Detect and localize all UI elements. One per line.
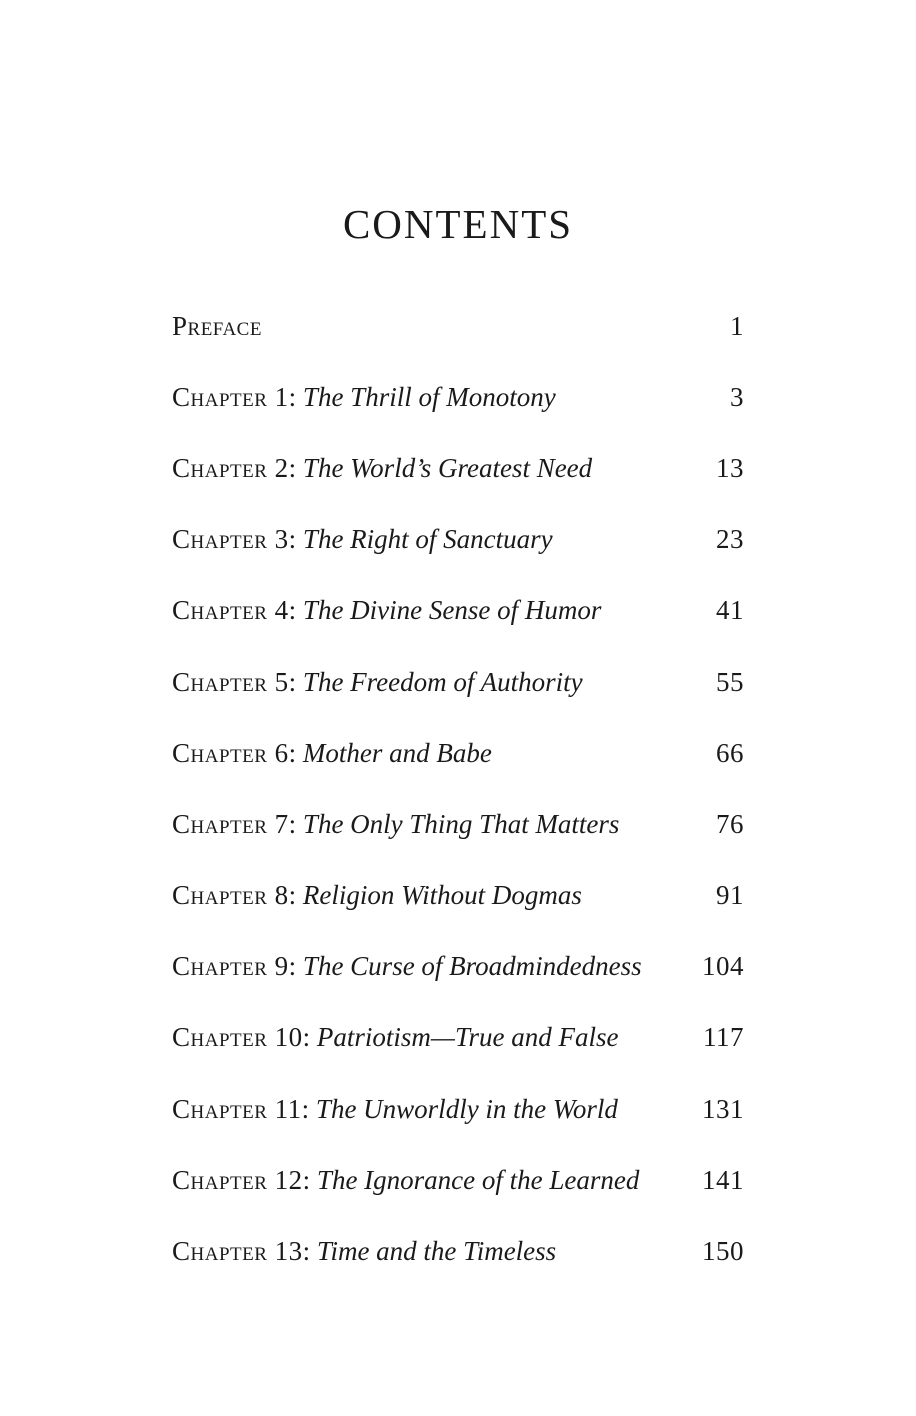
- entry-title: Time and the Timeless: [316, 1236, 557, 1267]
- entry-label: [172, 381, 556, 413]
- toc-entry-chapter-13[interactable]: [172, 1215, 744, 1286]
- entry-separator: :: [288, 808, 303, 839]
- toc-entry-chapter-8[interactable]: [172, 860, 744, 931]
- entry-label: [172, 666, 583, 698]
- entry-separator: :: [288, 595, 303, 626]
- entry-separator: :: [288, 666, 303, 697]
- toc-entry-chapter-9[interactable]: [172, 931, 744, 1002]
- toc-entry-chapter-11[interactable]: [172, 1073, 744, 1144]
- entry-title: Patriotism—True and False: [316, 1022, 619, 1053]
- toc-entry-chapter-7[interactable]: [172, 788, 744, 859]
- entry-separator: :: [288, 452, 303, 483]
- entry-label: [172, 594, 601, 626]
- toc-entry-chapter-4[interactable]: [172, 575, 744, 646]
- entry-title: The World’s Greatest Need: [302, 452, 593, 483]
- entry-label: [172, 1235, 556, 1267]
- entry-title: Religion Without Dogmas: [302, 880, 582, 911]
- entry-separator: :: [302, 1022, 317, 1053]
- entry-label: [172, 1093, 618, 1125]
- entry-page-number: 141: [702, 1164, 744, 1195]
- entry-label: [172, 879, 582, 911]
- entry-prefix: Chapter 6: [172, 737, 289, 768]
- entry-title: The Curse of Broadmindedness: [302, 951, 642, 982]
- entry-title: The Unworldly in the World: [315, 1093, 618, 1124]
- toc-entry-chapter-3[interactable]: [172, 504, 744, 575]
- entry-page-number: 131: [702, 1093, 744, 1124]
- entry-label: [172, 808, 619, 840]
- entry-prefix: Chapter 9: [172, 951, 289, 982]
- table-of-contents: [172, 290, 744, 1287]
- entry-page-number: 91: [716, 880, 744, 911]
- entry-page-number: 41: [716, 595, 744, 626]
- entry-page-number: 150: [702, 1236, 744, 1267]
- entry-prefix: Chapter 7: [172, 808, 289, 839]
- entry-label: [172, 737, 492, 769]
- entry-prefix: Chapter 8: [172, 880, 289, 911]
- entry-title: The Only Thing That Matters: [302, 808, 620, 839]
- entry-prefix: Preface: [172, 310, 262, 341]
- entry-label: [172, 452, 592, 484]
- entry-prefix: Chapter 4: [172, 595, 289, 626]
- entry-prefix: Chapter 11: [172, 1093, 302, 1124]
- entry-separator: :: [288, 880, 303, 911]
- entry-page-number: 76: [716, 808, 744, 839]
- entry-prefix: Chapter 2: [172, 452, 289, 483]
- entry-label: [172, 310, 262, 342]
- entry-label: [172, 1021, 618, 1053]
- entry-label: [172, 1164, 639, 1196]
- entry-title: The Right of Sanctuary: [302, 524, 553, 555]
- entry-page-number: 104: [702, 951, 744, 982]
- entry-separator: :: [301, 1093, 316, 1124]
- entry-prefix: Chapter 10: [172, 1022, 303, 1053]
- entry-prefix: Chapter 1: [172, 381, 289, 412]
- entry-page-number: 23: [716, 524, 744, 555]
- entry-prefix: Chapter 12: [172, 1164, 303, 1195]
- entry-page-number: 1: [730, 310, 744, 341]
- entry-label: [172, 523, 553, 555]
- entry-title: The Freedom of Authority: [302, 666, 583, 697]
- entry-page-number: 13: [716, 452, 744, 483]
- entry-separator: :: [302, 1236, 317, 1267]
- toc-entry-chapter-10[interactable]: [172, 1002, 744, 1073]
- entry-separator: :: [302, 1164, 317, 1195]
- toc-entry-chapter-6[interactable]: [172, 717, 744, 788]
- entry-title: The Ignorance of the Learned: [316, 1164, 640, 1195]
- page-title: CONTENTS: [342, 201, 574, 247]
- entry-title: The Divine Sense of Humor: [302, 595, 602, 626]
- entry-prefix: Chapter 3: [172, 524, 289, 555]
- entry-page-number: 117: [703, 1022, 744, 1053]
- entry-separator: :: [288, 524, 303, 555]
- entry-title: Mother and Babe: [302, 737, 492, 768]
- entry-page-number: 55: [716, 666, 744, 697]
- entry-title: The Thrill of Monotony: [302, 381, 556, 412]
- toc-entry-preface[interactable]: [172, 290, 744, 361]
- entry-separator: :: [288, 737, 303, 768]
- toc-entry-chapter-1[interactable]: [172, 361, 744, 432]
- entry-page-number: 3: [730, 381, 744, 412]
- toc-entry-chapter-5[interactable]: [172, 646, 744, 717]
- entry-prefix: Chapter 5: [172, 666, 289, 697]
- toc-entry-chapter-2[interactable]: [172, 432, 744, 503]
- entry-label: [172, 950, 642, 982]
- entry-separator: :: [288, 951, 303, 982]
- toc-entry-chapter-12[interactable]: [172, 1144, 744, 1215]
- entry-separator: :: [288, 381, 303, 412]
- entry-page-number: 66: [716, 737, 744, 768]
- entry-prefix: Chapter 13: [172, 1236, 303, 1267]
